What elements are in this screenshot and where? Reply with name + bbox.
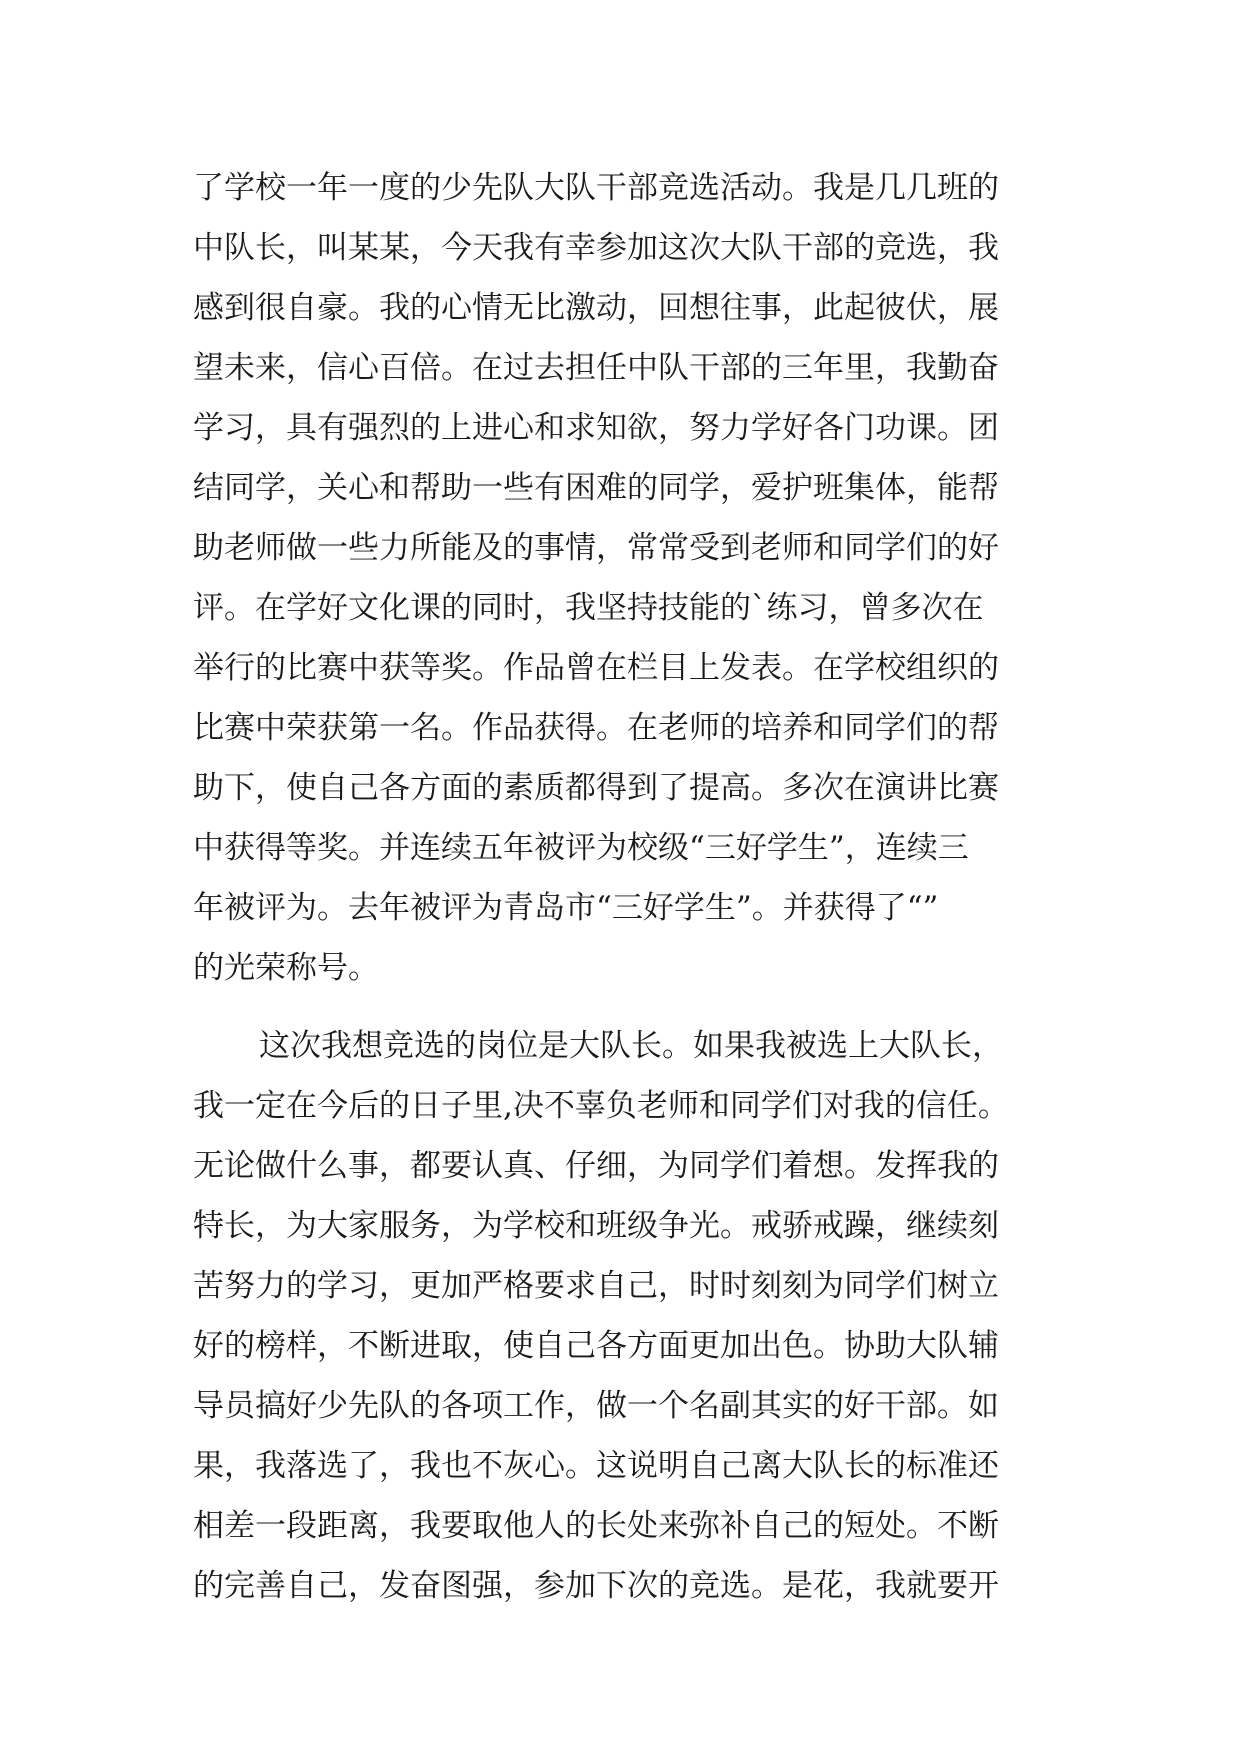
document-body (193, 158, 1073, 1616)
text-line: 助老师做一些力所能及的事情，常常受到老师和同学们的好 (193, 530, 999, 566)
text-line-indented: 这次我想竞选的岗位是大队长。如果我被选上大队长， (259, 1028, 1003, 1064)
text-line: 举行的比赛中获等奖。作品曾在栏目上发表。在学校组织的 (193, 650, 999, 686)
text-line: 感到很自豪。我的心情无比激动，回想往事，此起彼伏，展 (193, 290, 999, 326)
text-line: 无论做什么事，都要认真、仔细，为同学们着想。发挥我的 (193, 1148, 999, 1184)
text-line: 年被评为。去年被评为青岛市“三好学生”。并获得了“” (193, 890, 939, 926)
text-line: 苦努力的学习，更加严格要求自己，时时刻刻为同学们树立 (193, 1268, 999, 1304)
text-line: 望未来，信心百倍。在过去担任中队干部的三年里，我勤奋 (193, 350, 999, 386)
text-line: 评。在学好文化课的同时，我坚持技能的`练习，曾多次在 (193, 590, 984, 626)
text-line: 学习，具有强烈的上进心和求知欲，努力学好各门功课。团 (193, 410, 999, 446)
text-line: 助下，使自己各方面的素质都得到了提高。多次在演讲比赛 (193, 770, 999, 806)
paragraph-1 (193, 158, 1073, 998)
text-line: 果，我落选了，我也不灰心。这说明自己离大队长的标准还 (193, 1448, 999, 1484)
paragraph-gap (193, 998, 1073, 1016)
text-line: 中队长，叫某某，今天我有幸参加这次大队干部的竞选，我 (193, 230, 999, 266)
text-line: 好的榜样，不断进取，使自己各方面更加出色。协助大队辅 (193, 1328, 999, 1364)
text-line: 的光荣称号。 (193, 950, 379, 986)
text-line: 的完善自己，发奋图强，参加下次的竞选。是花，我就要开 (193, 1568, 999, 1604)
text-line: 中获得等奖。并连续五年被评为校级“三好学生”，连续三 (193, 830, 969, 866)
text-line: 比赛中荣获第一名。作品获得。在老师的培养和同学们的帮 (193, 710, 999, 746)
text-line: 导员搞好少先队的各项工作，做一个名副其实的好干部。如 (193, 1388, 999, 1424)
text-line: 特长，为大家服务，为学校和班级争光。戒骄戒躁，继续刻 (193, 1208, 999, 1244)
text-line: 了学校一年一度的少先队大队干部竞选活动。我是几几班的 (193, 170, 999, 206)
text-line: 我一定在今后的日子里,决不辜负老师和同学们对我的信任。 (193, 1088, 1009, 1124)
text-line: 相差一段距离，我要取他人的长处来弥补自己的短处。不断 (193, 1508, 999, 1544)
paragraph-2 (193, 1016, 1073, 1616)
text-line: 结同学，关心和帮助一些有困难的同学，爱护班集体，能帮 (193, 470, 999, 506)
